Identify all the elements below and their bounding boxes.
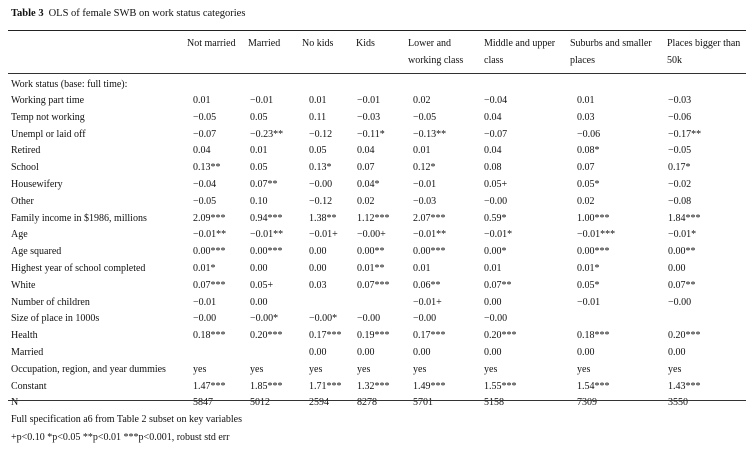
cell-col-7: −0.06	[577, 128, 601, 140]
row-label: Family income in $1986, millions	[11, 212, 147, 224]
cell-col-2: 0.20***	[250, 330, 283, 342]
cell-col-7: 0.03	[577, 111, 595, 123]
cell-col-7: 0.07	[577, 162, 595, 174]
cell-col-4: −0.11*	[357, 128, 385, 140]
cell-col-8: 0.20***	[668, 330, 701, 342]
cell-col-1: −0.07	[193, 128, 217, 140]
table-row-unempl-or-laid-off	[0, 127, 755, 143]
cell-col-3: −0.12	[309, 195, 333, 207]
cell-col-8: −0.02	[668, 179, 692, 190]
column-header-5-line-1: Lower and	[408, 38, 452, 49]
table-row-age	[0, 227, 755, 243]
cell-col-3: 0.13*	[309, 162, 332, 174]
cell-col-3: 0.01	[309, 95, 327, 106]
cell-col-7: 0.00***	[577, 246, 610, 258]
table-note-significance: +p<0.10 *p<0.05 **p<0.01 ***p<0.001, robust std err	[11, 432, 230, 443]
column-header-8-line-2: 50k	[667, 55, 682, 66]
cell-col-5: 0.00***	[413, 246, 446, 258]
row-label: Age	[11, 229, 28, 241]
column-header-1: Not married	[187, 38, 236, 49]
table-row-number-of-children	[0, 295, 755, 311]
table-row-housewifery	[0, 177, 755, 193]
cell-col-1: 1.47***	[193, 380, 226, 392]
cell-col-1: 5847	[193, 397, 213, 409]
cell-col-6: 0.04	[484, 145, 502, 157]
cell-col-3: 0.00	[309, 263, 327, 274]
cell-col-5: 0.01	[413, 145, 431, 157]
cell-col-1: 0.00***	[193, 246, 226, 258]
table-caption	[11, 8, 245, 19]
cell-col-1: 0.01*	[193, 263, 216, 274]
cell-col-2: −0.23**	[250, 128, 284, 140]
cell-col-2: 0.00	[250, 263, 268, 274]
table-row-health	[0, 328, 755, 344]
cell-col-5: −0.05	[413, 111, 437, 123]
cell-col-5: 2.07***	[413, 212, 446, 224]
cell-col-6: 0.00	[484, 296, 502, 308]
cell-col-6: 1.55***	[484, 380, 517, 392]
cell-col-5: −0.00	[413, 313, 437, 325]
cell-col-2: 0.94***	[250, 212, 283, 224]
column-header-2: Married	[248, 38, 281, 49]
row-label: White	[11, 279, 36, 291]
cell-col-3: 0.00	[309, 347, 327, 358]
column-header-8-line-1: Places bigger than	[667, 38, 741, 49]
table-row-other	[0, 194, 755, 210]
cell-col-7: yes	[577, 363, 591, 375]
cell-col-6: −0.00	[484, 195, 508, 207]
cell-col-7: −0.01	[577, 296, 601, 308]
row-label: Size of place in 1000s	[11, 313, 100, 325]
cell-col-4: 0.07	[357, 162, 375, 174]
cell-col-6: 0.00*	[484, 246, 507, 258]
row-label: Retired	[11, 145, 41, 157]
cell-col-6: 0.08	[484, 162, 502, 174]
row-label: Highest year of school completed	[11, 263, 146, 274]
cell-col-2: 0.05	[250, 111, 268, 123]
cell-col-5: 0.12*	[413, 162, 436, 174]
cell-col-5: yes	[413, 363, 427, 375]
cell-col-4: 1.32***	[357, 380, 390, 392]
cell-col-4: −0.00+	[357, 229, 386, 241]
cell-col-7: 0.08*	[577, 145, 600, 157]
cell-col-4: −0.00	[357, 313, 381, 325]
cell-col-4: 0.00**	[357, 246, 385, 258]
cell-col-8: −0.03	[668, 95, 692, 106]
table-row-retired	[0, 143, 755, 159]
cell-col-5: 0.00	[413, 347, 431, 358]
cell-col-8: 1.43***	[668, 380, 701, 392]
cell-col-2: yes	[250, 363, 264, 375]
cell-col-8: −0.05	[668, 145, 692, 157]
cell-col-3: −0.00*	[309, 313, 338, 325]
cell-col-1: −0.04	[193, 179, 217, 190]
column-header-3: No kids	[302, 38, 334, 49]
row-label: Other	[11, 195, 34, 207]
cell-col-7: 0.05*	[577, 279, 600, 291]
cell-col-3: yes	[309, 363, 323, 375]
cell-col-8: 0.00**	[668, 246, 696, 258]
cell-col-7: 0.18***	[577, 330, 610, 342]
cell-col-3: 0.00	[309, 246, 327, 258]
row-label: Age squared	[11, 246, 62, 258]
table-row-occupation-region-and-year-dummies	[0, 362, 755, 378]
cell-col-2: 0.05+	[250, 279, 274, 291]
cell-col-1: yes	[193, 363, 207, 375]
table-row-temp-not-working	[0, 110, 755, 126]
column-header-6-line-2: class	[484, 55, 504, 66]
table-row-highest-year-of-school-completed	[0, 261, 755, 277]
section-label: Work status (base: full time):	[11, 79, 128, 90]
cell-col-2: −0.01**	[250, 229, 284, 241]
cell-col-7: 0.01	[577, 95, 595, 106]
table-row-n	[0, 395, 755, 411]
cell-col-3: 1.38**	[309, 212, 337, 224]
cell-col-4: 0.00	[357, 347, 375, 358]
row-label: Occupation, region, and year dummies	[11, 363, 166, 375]
cell-col-5: 0.02	[413, 95, 431, 106]
column-header-6-line-1: Middle and upper	[484, 38, 556, 49]
cell-col-4: 0.01**	[357, 263, 385, 274]
cell-col-3: −0.01+	[309, 229, 338, 241]
cell-col-5: 0.17***	[413, 330, 446, 342]
cell-col-3: −0.00	[309, 179, 333, 190]
cell-col-6: 0.20***	[484, 330, 517, 342]
cell-col-2: 0.00***	[250, 246, 283, 258]
cell-col-8: −0.01*	[668, 229, 697, 241]
cell-col-1: 2.09***	[193, 212, 226, 224]
cell-col-2: 5012	[250, 397, 270, 409]
cell-col-5: −0.13**	[413, 128, 447, 140]
cell-col-8: yes	[668, 363, 682, 375]
row-label: Working part time	[11, 95, 85, 106]
cell-col-6: −0.04	[484, 95, 508, 106]
cell-col-4: 8278	[357, 397, 377, 409]
cell-col-2: −0.01	[250, 95, 274, 106]
cell-col-6: −0.07	[484, 128, 508, 140]
row-label: School	[11, 162, 39, 174]
cell-col-3: 0.05	[309, 145, 327, 157]
table-row-white	[0, 278, 755, 294]
row-label: Married	[11, 347, 44, 358]
cell-col-2: 0.00	[250, 296, 268, 308]
cell-col-6: 0.05+	[484, 179, 508, 190]
column-header-7-line-2: places	[570, 55, 595, 66]
cell-col-5: 1.49***	[413, 380, 446, 392]
cell-col-1: 0.13**	[193, 162, 221, 174]
cell-col-6: 0.01	[484, 263, 502, 274]
cell-col-1: 0.04	[193, 145, 211, 157]
cell-col-5: −0.01	[413, 179, 437, 190]
cell-col-6: −0.00	[484, 313, 508, 325]
row-label: N	[11, 397, 19, 409]
cell-col-3: 0.17***	[309, 330, 342, 342]
cell-col-5: −0.03	[413, 195, 437, 207]
cell-col-6: −0.01*	[484, 229, 513, 241]
cell-col-2: −0.00*	[250, 313, 279, 325]
cell-col-6: 5158	[484, 397, 504, 409]
cell-col-8: 3550	[668, 397, 688, 409]
cell-col-5: 0.06**	[413, 279, 441, 291]
cell-col-8: 0.07**	[668, 279, 696, 291]
table-row-age-squared	[0, 244, 755, 260]
cell-col-1: 0.07***	[193, 279, 226, 291]
cell-col-1: −0.05	[193, 195, 217, 207]
cell-col-2: 0.01	[250, 145, 268, 157]
row-label: Temp not working	[11, 111, 85, 123]
cell-col-1: 0.01	[193, 95, 211, 106]
cell-col-5: 0.01	[413, 263, 431, 274]
cell-col-3: 0.11	[309, 111, 327, 123]
cell-col-2: 0.10	[250, 195, 268, 207]
row-label: Number of children	[11, 296, 90, 308]
column-header-4: Kids	[356, 38, 375, 49]
header-rule	[8, 73, 746, 74]
cell-col-8: 0.00	[668, 263, 686, 274]
cell-col-4: −0.01	[357, 95, 381, 106]
cell-col-3: −0.12	[309, 128, 333, 140]
cell-col-7: 0.02	[577, 195, 595, 207]
cell-col-8: −0.00	[668, 296, 692, 308]
cell-col-4: yes	[357, 363, 371, 375]
table-row-constant	[0, 379, 755, 395]
section-row	[0, 77, 755, 93]
cell-col-6: 0.59*	[484, 212, 507, 224]
cell-col-7: 1.00***	[577, 212, 610, 224]
cell-col-8: 0.17*	[668, 162, 691, 174]
cell-col-4: 0.04*	[357, 179, 380, 190]
table-number: Table 3	[11, 8, 44, 19]
cell-col-4: 0.19***	[357, 330, 390, 342]
column-header-7-line-1: Suburbs and smaller	[570, 38, 652, 49]
cell-col-8: 1.84***	[668, 212, 701, 224]
cell-col-7: 7309	[577, 397, 597, 409]
cell-col-7: 1.54***	[577, 380, 610, 392]
table-row-school	[0, 160, 755, 176]
cell-col-1: −0.01	[193, 296, 217, 308]
cell-col-2: 0.07**	[250, 179, 278, 190]
column-header-5-line-2: working class	[408, 55, 464, 66]
cell-col-4: 0.02	[357, 195, 375, 207]
cell-col-4: 0.04	[357, 145, 375, 157]
top-rule	[8, 30, 746, 31]
cell-col-4: 0.07***	[357, 279, 390, 291]
cell-col-5: −0.01+	[413, 296, 442, 308]
cell-col-6: yes	[484, 363, 498, 375]
cell-col-5: 5701	[413, 397, 433, 409]
cell-col-3: 2594	[309, 397, 329, 409]
cell-col-1: −0.00	[193, 313, 217, 325]
cell-col-8: 0.00	[668, 347, 686, 358]
table-note-spec: Full specification a6 from Table 2 subset on key variables	[11, 414, 243, 425]
cell-col-2: 1.85***	[250, 380, 283, 392]
cell-col-7: 0.01*	[577, 263, 600, 274]
cell-col-2: 0.05	[250, 162, 268, 174]
cell-col-1: 0.18***	[193, 330, 226, 342]
row-label: Unempl or laid off	[11, 128, 86, 140]
cell-col-3: 0.03	[309, 279, 327, 291]
cell-col-1: −0.01**	[193, 229, 227, 241]
row-label: Housewifery	[11, 179, 63, 190]
cell-col-1: −0.05	[193, 111, 217, 123]
cell-col-6: 0.00	[484, 347, 502, 358]
cell-col-4: −0.03	[357, 111, 381, 123]
cell-col-5: −0.01**	[413, 229, 447, 241]
cell-col-8: −0.17**	[668, 128, 702, 140]
table-row-family-income-in-1986-millions	[0, 211, 755, 227]
table-row-married	[0, 345, 755, 361]
cell-col-3: 1.71***	[309, 380, 342, 392]
cell-col-7: 0.00	[577, 347, 595, 358]
cell-col-6: 0.04	[484, 111, 502, 123]
row-label: Constant	[11, 380, 47, 392]
table-row-size-of-place-in-1000s	[0, 311, 755, 327]
row-label: Health	[11, 330, 38, 342]
table-title: OLS of female SWB on work status categories	[48, 8, 246, 19]
cell-col-7: 0.05*	[577, 179, 600, 190]
table-row-working-part-time	[0, 93, 755, 109]
cell-col-4: 1.12***	[357, 212, 390, 224]
cell-col-6: 0.07**	[484, 279, 512, 291]
cell-col-8: −0.08	[668, 195, 692, 207]
cell-col-7: −0.01***	[577, 229, 616, 241]
bottom-rule	[8, 400, 746, 401]
cell-col-8: −0.06	[668, 111, 692, 123]
